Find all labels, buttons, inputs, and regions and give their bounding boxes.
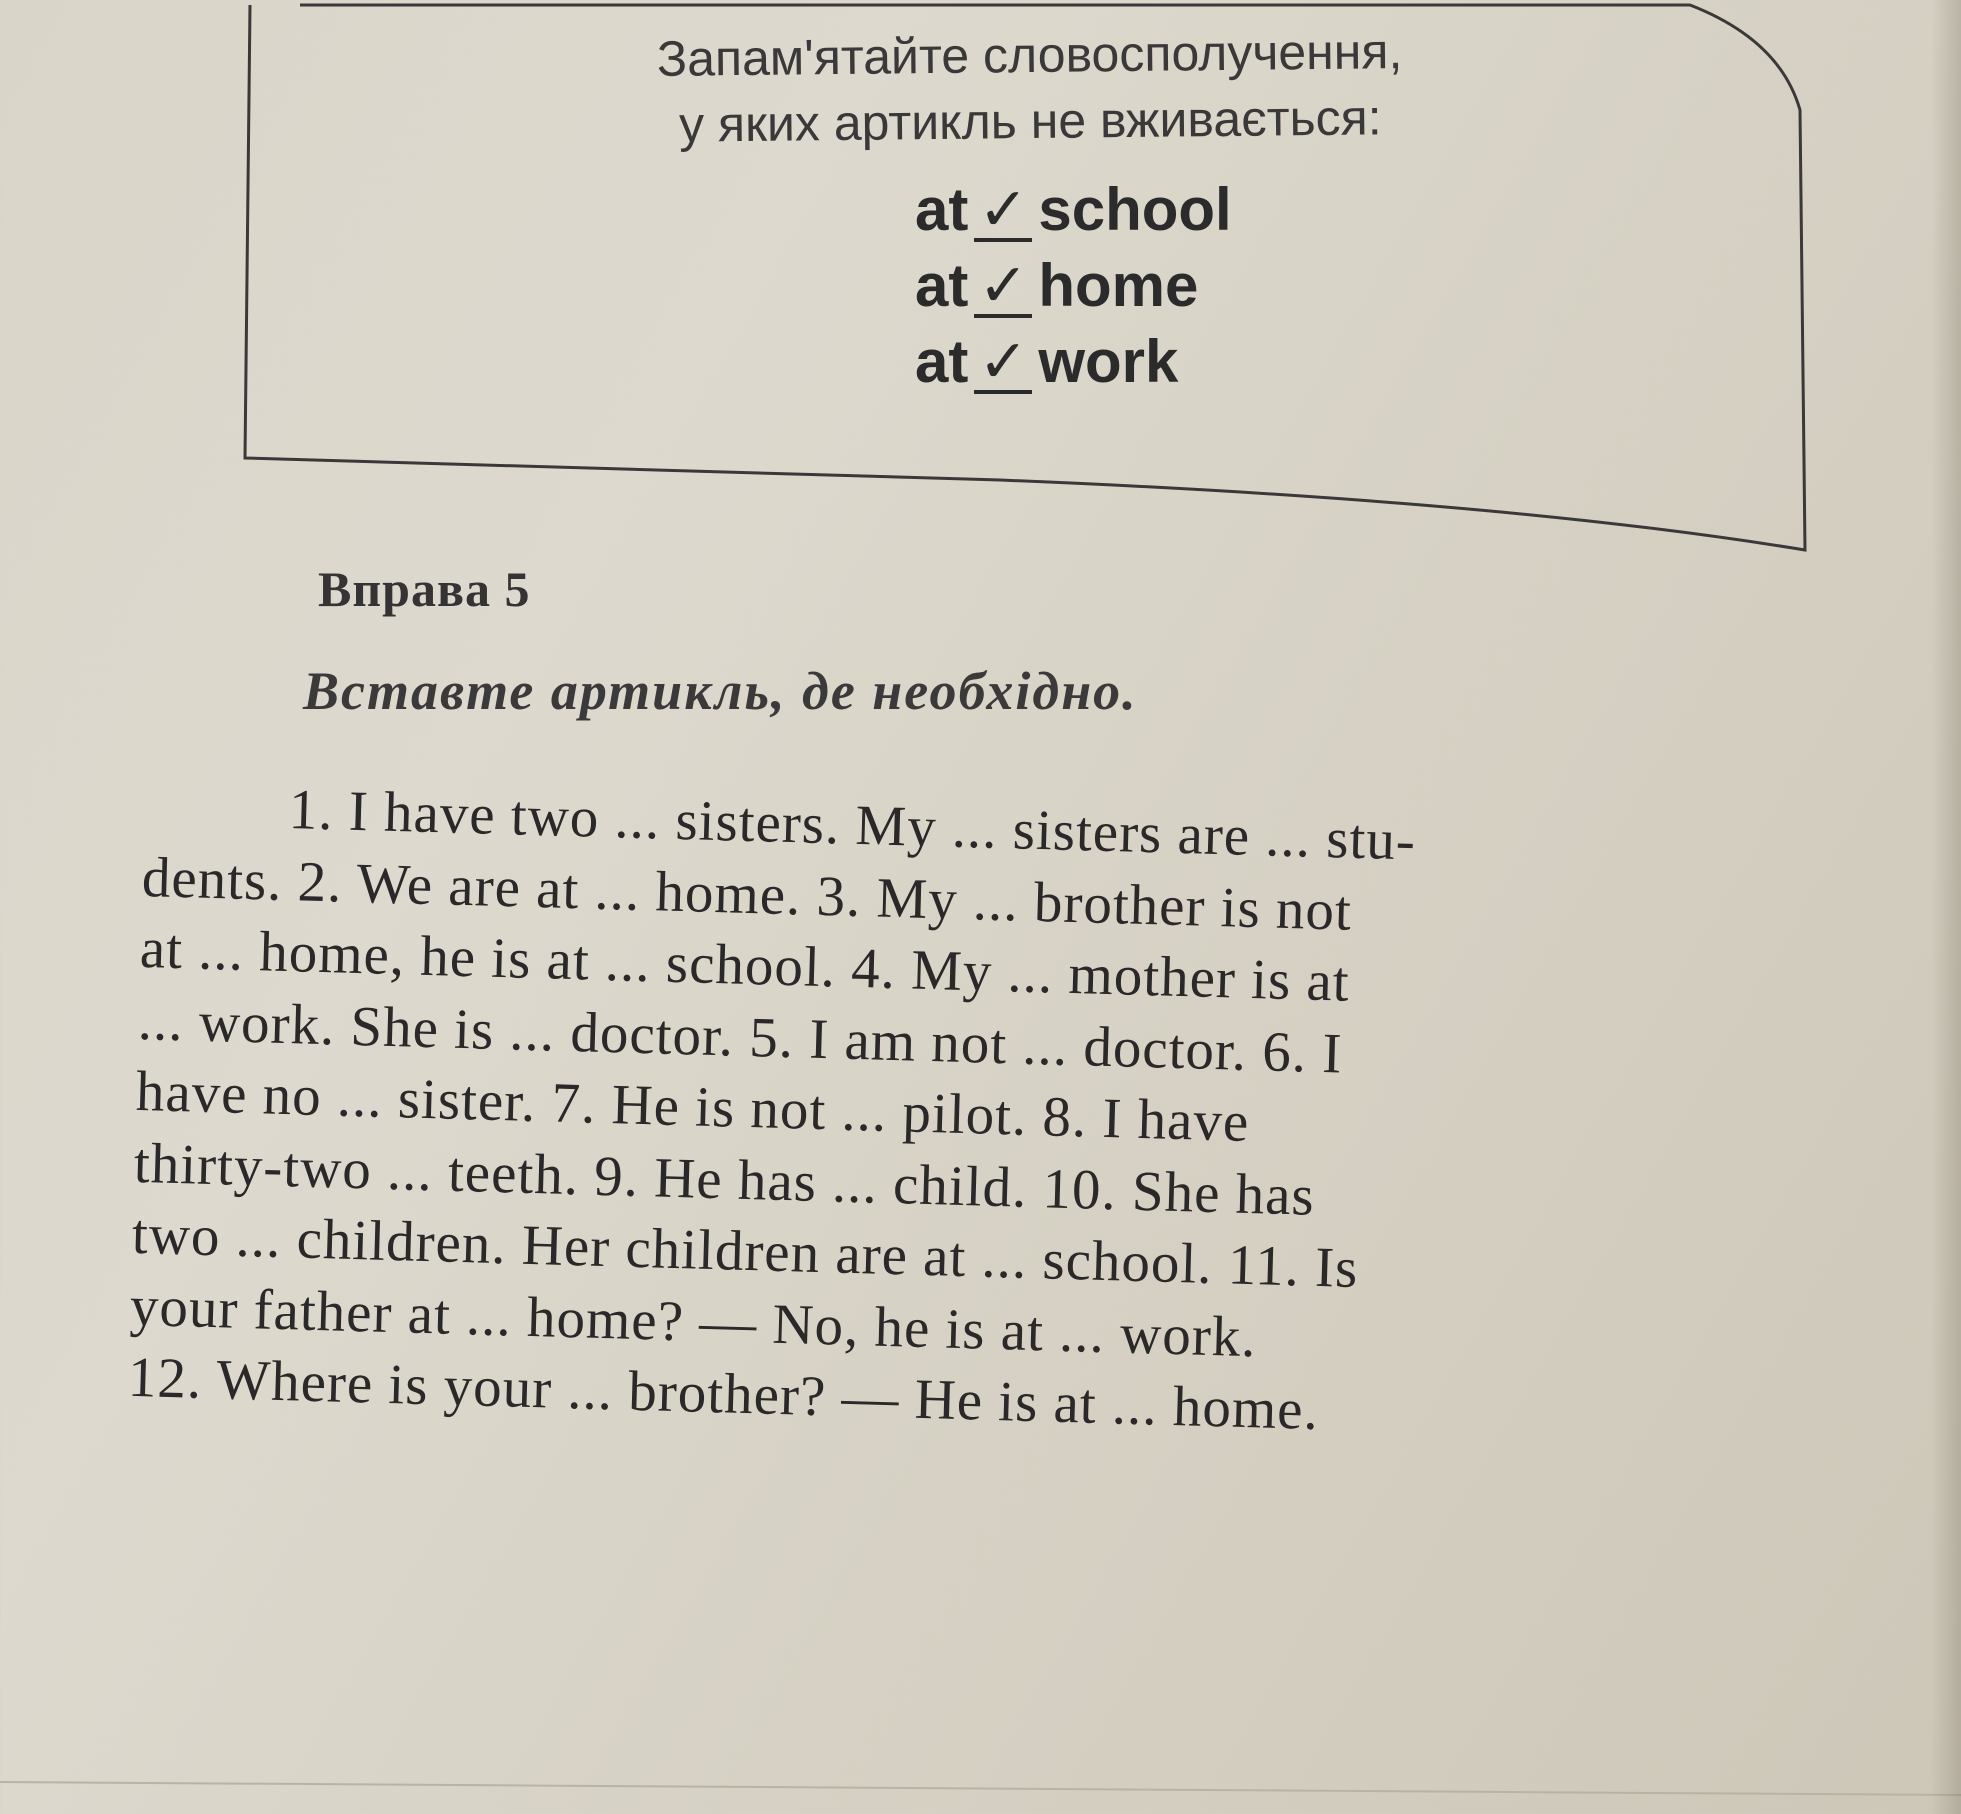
- exercise-line: at ... home, he is at ... school. 4. My ... mother is at: [139, 916, 1351, 1014]
- memo-title-line-2: у яких артикль не вживається:: [678, 89, 1382, 153]
- exercise-line: have no ... sister. 7. He is not ... pilot. 8. I have: [135, 1059, 1251, 1154]
- exercise-line: ... work. She is ... doctor. 5. I am not ... doctor. 6. I: [137, 988, 1344, 1086]
- exercise-line: 1. I have two ... sisters. My ... sisters are ... stu-: [288, 778, 1417, 873]
- phrase-noun: home: [1038, 252, 1199, 319]
- exercise-line: dents. 2. We are at ... home. 3. My ... brother is not: [141, 845, 1353, 943]
- exercise-text: [127, 770, 1784, 1459]
- phrase-at-school: [915, 172, 1232, 248]
- phrase-noun: school: [1038, 176, 1232, 243]
- page-edge-shadow: [1931, 0, 1961, 1814]
- phrase-prep: at: [915, 328, 969, 395]
- exercise-line: your father at ... home? — No, he is at ... work.: [129, 1274, 1258, 1369]
- phrase-prep: at: [915, 252, 969, 319]
- phrase-at-work: [915, 324, 1232, 400]
- exercise-instruction: Вставте артикль, де необхідно.: [303, 661, 1138, 721]
- exercise-line: thirty-two ... teeth. 9. He has ... child. 10. She has: [133, 1131, 1316, 1228]
- check-icon: ✓: [974, 182, 1032, 242]
- check-icon: ✓: [974, 334, 1032, 394]
- phrase-at-home: [915, 248, 1232, 324]
- check-icon: ✓: [974, 258, 1032, 318]
- memo-phrases: [915, 172, 1232, 400]
- phrase-noun: work: [1038, 328, 1179, 395]
- phrase-prep: at: [915, 176, 969, 243]
- exercise-title: Вправа 5: [318, 561, 531, 617]
- exercise-line: two ... children. Her children are at ... school. 11. Is: [131, 1202, 1360, 1301]
- memo-title-line-1: Запам'ятайте словосполучення,: [656, 23, 1403, 87]
- exercise-line: 12. Where is your ... brother? — He is at ... home.: [127, 1345, 1320, 1443]
- memo-title: [0, 11, 1961, 165]
